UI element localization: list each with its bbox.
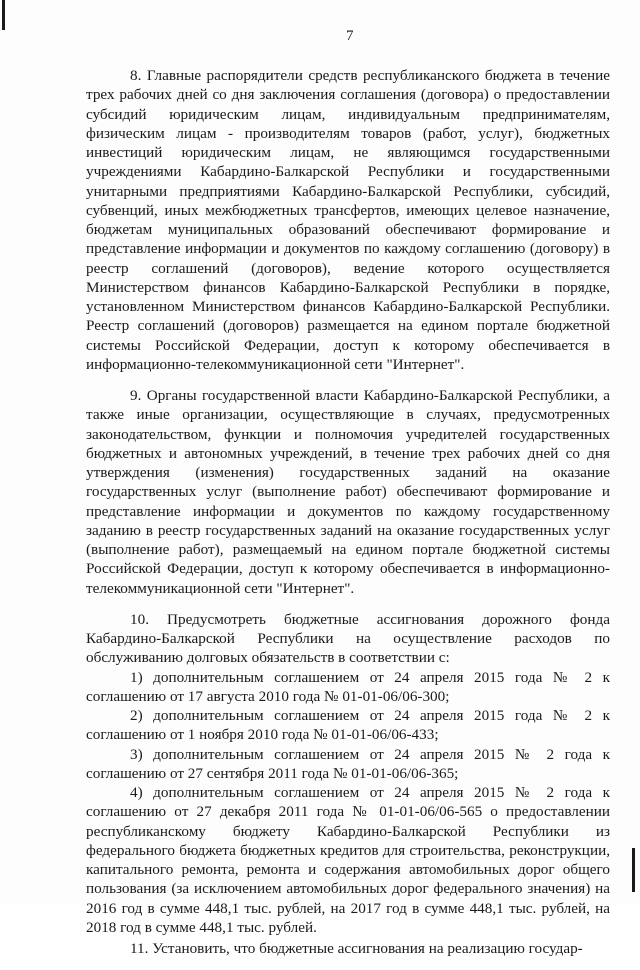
list-item-4: 4) дополнительным соглашением от 24 апреля 2015 № 2 года к соглашению от 27 декабря 2011 года № 01-01-06/06-565 о предоставлении республиканскому бюджету Кабардино-Балкарской Республики из федерального бюджета бюджетных кредитов для строительства, реконструкции, капитального ремонта, ремонта и содержания автомобильных дорог общего пользования (за исключением автомобильных дорог федерального значения) на 2016 год в сумме 448,1 тыс. рублей, на 2017 год в сумме 448,1 тыс. рублей, на 2018 год в сумме 448,1 тыс. рублей. bbox=[86, 784, 610, 936]
paragraph-9: 9. Органы государственной власти Кабардино-Балкарской Республики, а также иные организации, осуществляющие в случаях, предусмотренных законодательством, функции и полномочия учредителей государственных бюджетных и автономных учреждений, в течение трех рабочих дней со дня утверждения (изменения) государственных заданий на оказание государственных услуг (выполнение работ) обеспечивают формирование и представление информации и документов по каждому государственному заданию в реестр государственных заданий на оказание государственных услуг (выполнение работ), размещаемый на едином портале бюджетной системы Российской Федерации, доступ к которому обеспечивается в информационно-телекоммуникационной сети "Интернет". bbox=[86, 387, 610, 597]
list-item-3: 3) дополнительным соглашением от 24 апреля 2015 № 2 года к соглашению от 27 сентября 2011 года № 01-01-06/06-365; bbox=[86, 745, 610, 782]
scan-edge-mark bbox=[2, 0, 5, 30]
paragraph-8: 8. Главные распорядители средств республиканского бюджета в течение трех рабочих дней со дня заключения соглашения (договора) о предоставлении субсидий юридическим лицам, индивидуальным предпринимателям, физическим лицам - производителям товаров (работ, услуг), бюджетных инвестиций юридическим лицам, не являющимся государственными учреждениями Кабардино-Балкарской Республики и государственными унитарными предприятиями Кабардино-Балкарской Республики, субсидий, субвенций, иных межбюджетных трансфертов, имеющих целевое назначение, бюджетам муниципальных образований обеспечивают формирование и представление информации и документов по каждому соглашению (договору) в реестр соглашений (договоров), ведение которого осуществляется Министерством финансов Кабардино-Балкарской Республики в порядке, установленном Министерством финансов Кабардино-Балкарской Республики. Реестр соглашений (договоров) размещается на едином портале бюджетной системы Российской Федерации, доступ к которому обеспечивается в информационно-телекоммуникационной сети "Интернет". bbox=[86, 67, 610, 373]
page-number: 7 bbox=[346, 28, 354, 44]
list-item-2: 2) дополнительным соглашением от 24 апреля 2015 года № 2 к соглашению от 1 ноября 2010 года № 01-01-06/06-433; bbox=[86, 707, 610, 744]
scan-edge-mark bbox=[632, 848, 635, 892]
paragraph-10: 10. Предусмотреть бюджетные ассигнования дорожного фонда Кабардино-Балкарской Республики на осуществление расходов по обслуживанию долговых обязательств в соответствии с: bbox=[86, 610, 610, 667]
list-item-1: 1) дополнительным соглашением от 24 апреля 2015 года № 2 к соглашению от 17 августа 2010 года № 01-01-06/06-300; bbox=[86, 668, 610, 705]
document-body bbox=[86, 66, 610, 970]
paragraph-11: 11. Установить, что бюджетные ассигнования на реализацию государ- bbox=[130, 940, 583, 957]
